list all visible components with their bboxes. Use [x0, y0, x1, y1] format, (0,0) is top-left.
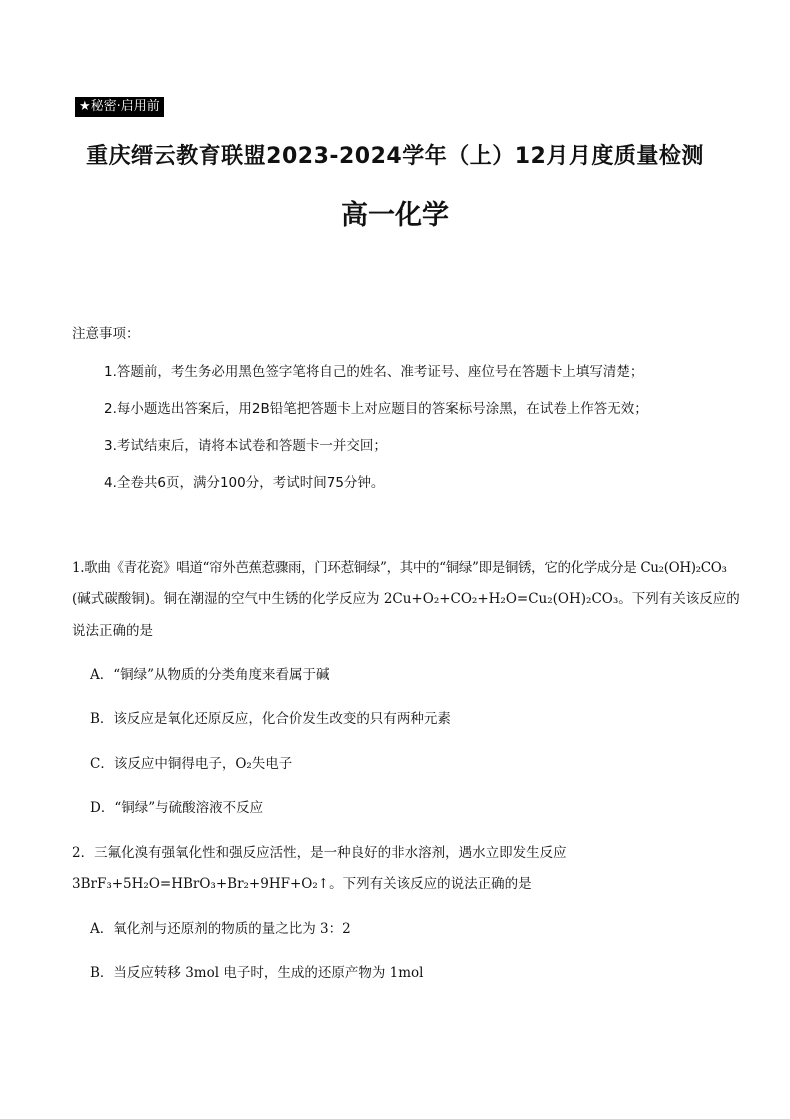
exam-title: 重庆缙云教育联盟2023-2024学年（上）12月月度质量检测: [86, 144, 704, 169]
question-1-line-2: (碱式碳酸铜)。铜在潮湿的空气中生锈的化学反应为 2Cu+O₂+CO₂+H₂O=Cu₂(OH)₂CO₃。下列有关该反应的: [72, 591, 740, 607]
question-1-line-3: 说法正确的是: [72, 623, 153, 639]
question-1-line-1: 1.歌曲《青花瓷》唱道“帘外芭蕉惹骤雨，门环惹铜绿”，其中的“铜绿”即是铜锈，它的化学成分是 Cu₂(OH)₂CO₃: [72, 560, 727, 576]
notice-heading: 注意事项：: [72, 326, 140, 342]
question-2-line-2: 3BrF₃+5H₂O=HBrO₃+Br₂+9HF+O₂↑。下列有关该反应的说法正确的是: [72, 876, 532, 892]
question-1-option-a: A．“铜绿”从物质的分类角度来看属于碱: [90, 667, 330, 683]
question-1-option-c: C．该反应中铜得电子，O₂失电子: [90, 756, 293, 772]
notice-item-2: 2.每小题选出答案后，用2B铅笔把答题卡上对应题目的答案标号涂黑，在试卷上作答无效；: [104, 401, 648, 417]
question-2-option-a: A．氧化剂与还原剂的物质的量之比为 3：2: [90, 921, 351, 937]
notice-item-1: 1.答题前，考生务必用黑色签字笔将自己的姓名、准考证号、座位号在答题卡上填写清楚；: [104, 364, 644, 380]
exam-subject: 高一化学: [341, 200, 449, 231]
question-2-option-b: B．当反应转移 3mol 电子时，生成的还原产物为 1mol: [90, 965, 424, 981]
question-1-option-b: B．该反应是氧化还原反应，化合价发生改变的只有两种元素: [90, 711, 451, 727]
notice-item-4: 4.全卷共6页，满分100分，考试时间75分钟。: [104, 475, 385, 491]
notice-item-3: 3.考试结束后，请将本试卷和答题卡一并交回；: [104, 438, 387, 454]
question-1-option-d: D．“铜绿”与硫酸溶液不反应: [90, 800, 264, 816]
question-2-line-1: 2．三氟化溴有强氧化性和强反应活性，是一种良好的非水溶剂，遇水立即发生反应: [72, 845, 567, 861]
confidential-badge: ★秘密·启用前: [75, 97, 164, 117]
